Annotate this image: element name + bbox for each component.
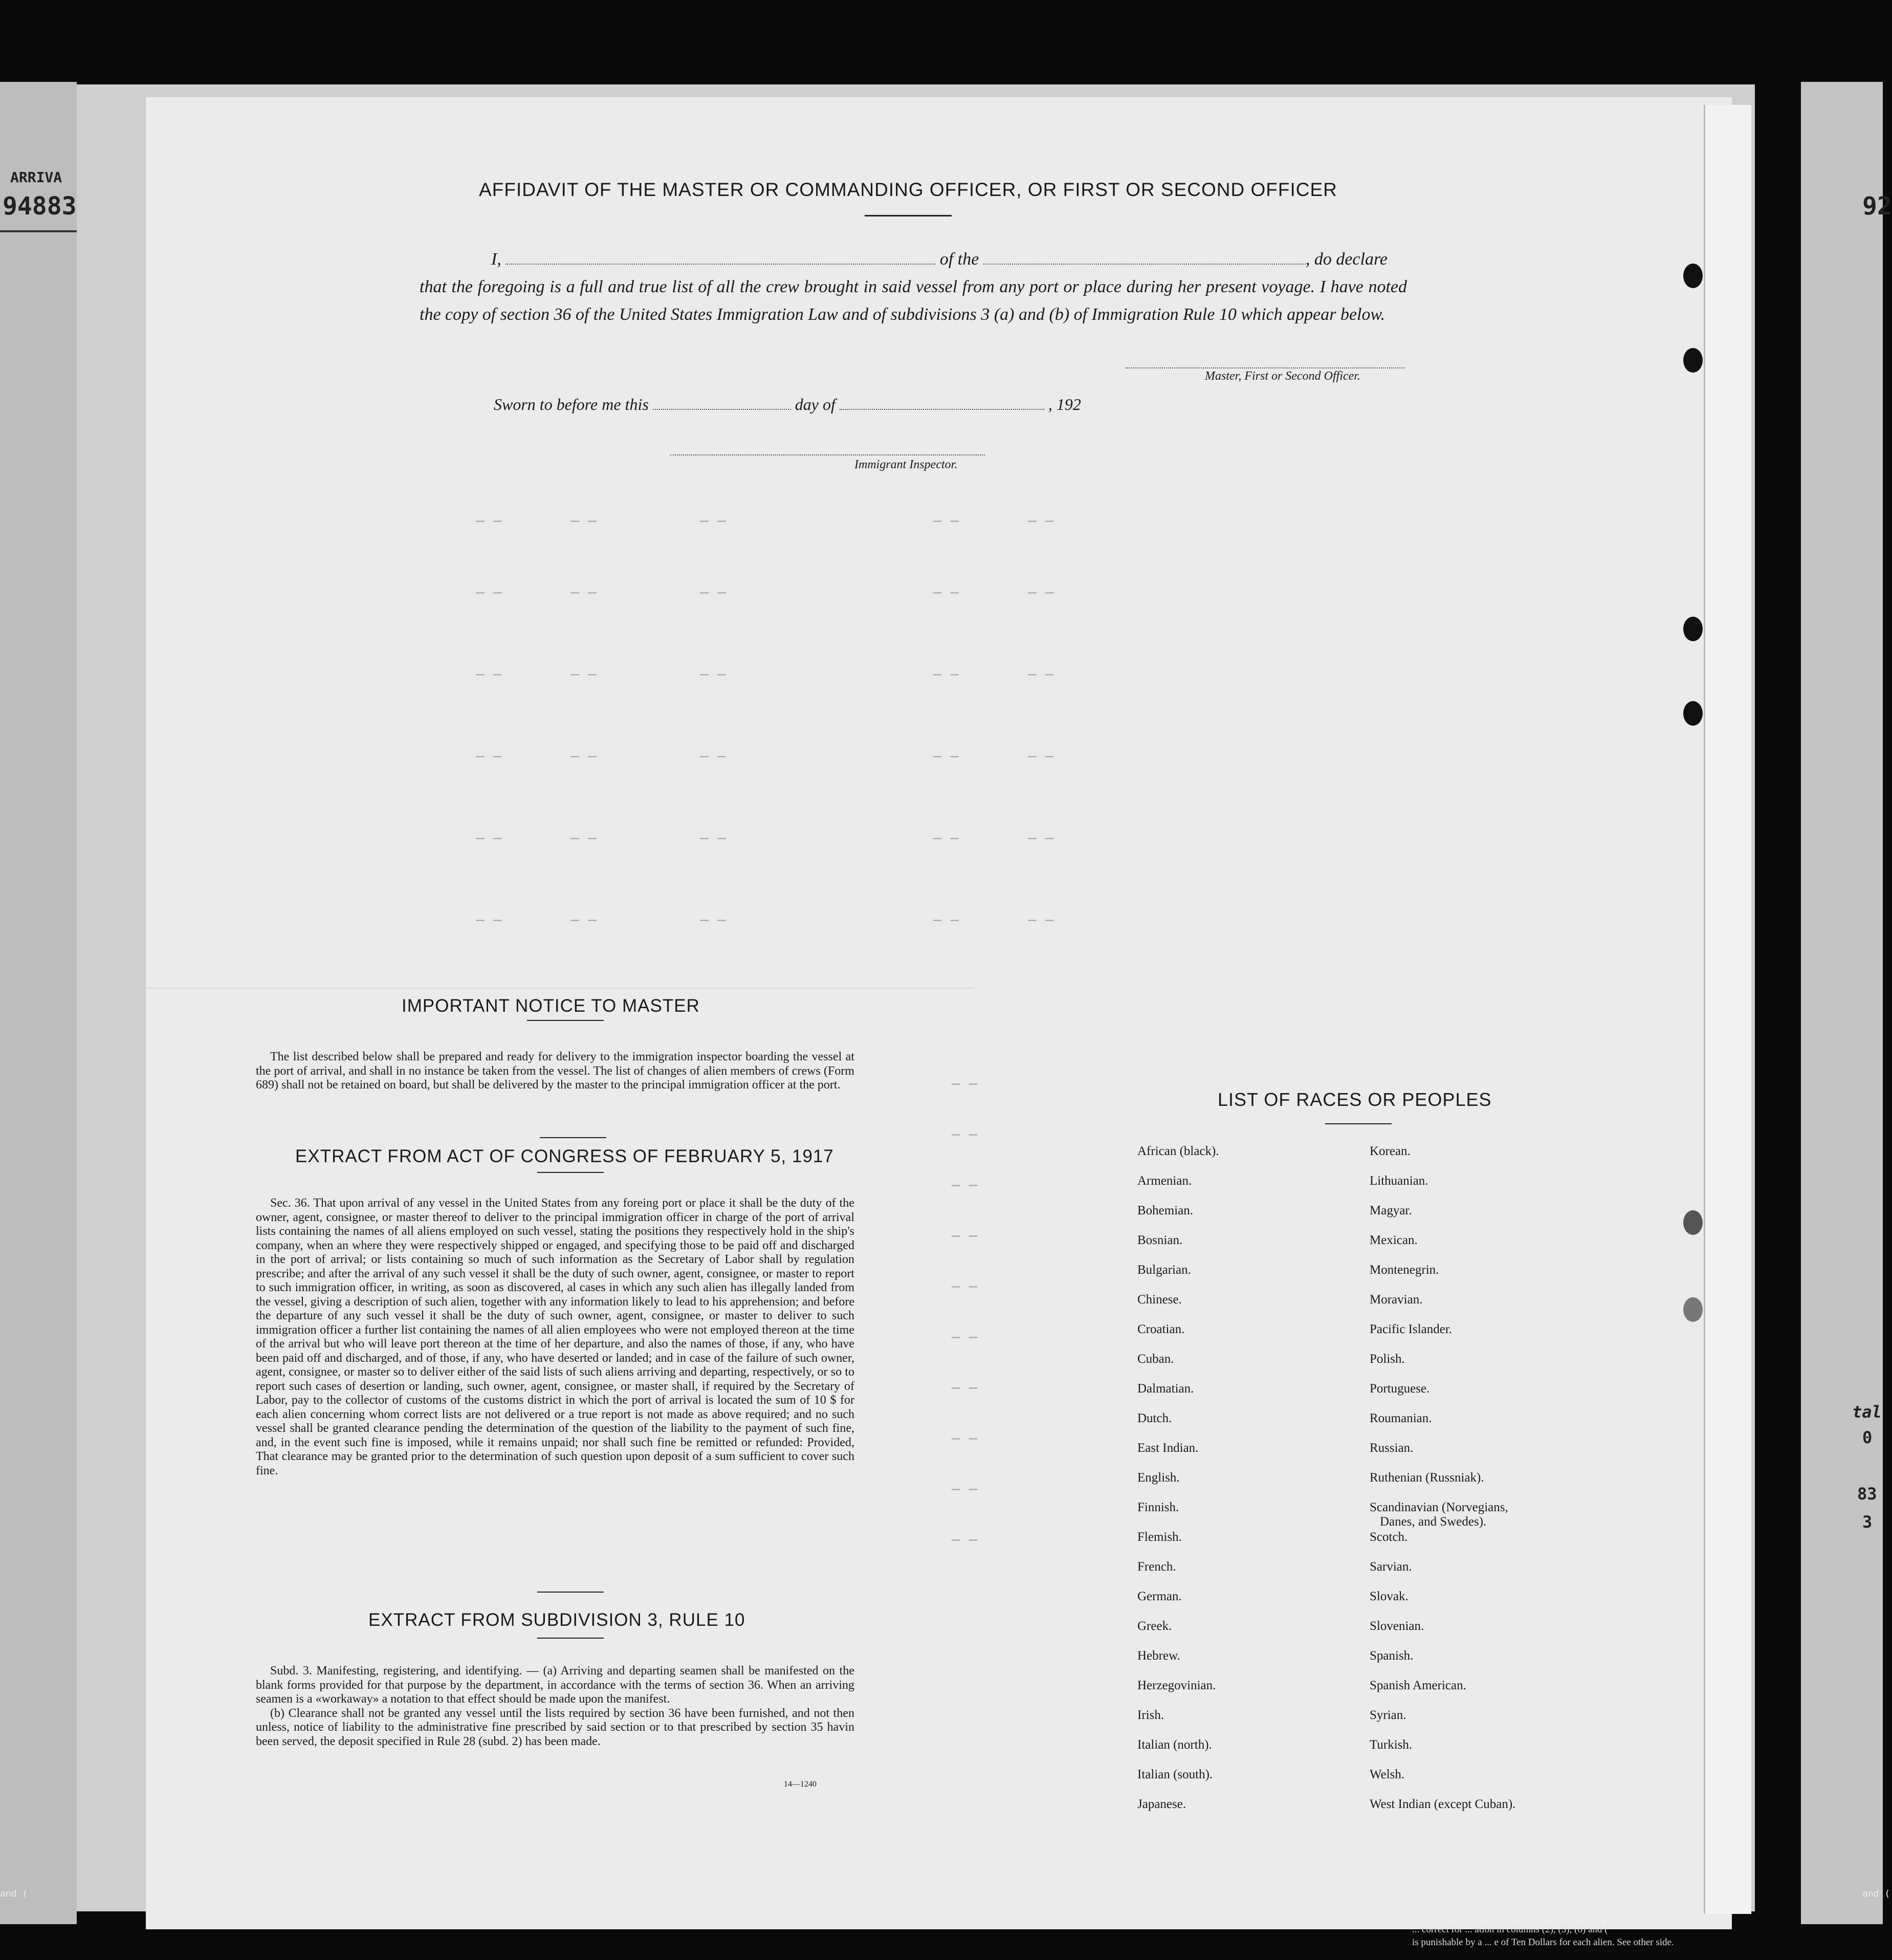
right-tal-text: tal [1852,1402,1882,1422]
race-left-item: Armenian. [1137,1174,1192,1188]
notice-paragraph: The list described below shall be prepared and ready for delivery to the immigration inspector boarding the vessel at the port of arrival, and shall in no instance be taken from the vessel. The list of changes of alien members of crews (Form 689) shall not be retained on board, but shall be delivered by the master to the principal immigration officer at the port. [256,1050,854,1092]
race-right-item: Polish. [1370,1352,1405,1366]
bottom-note-line-1: ... correct for ... ation in columns (2), (5), (6) and ( [1412,1924,1608,1935]
race-right-item: Korean. [1370,1144,1411,1158]
act-paragraph: Sec. 36. That upon arrival of any vessel in the United States from any foreing port or place it shall be the duty of the owner, agent, consignee, or master thereof to deliver to the principal immigration officer in charge of the port of arrival lists containing the names of all aliens employed on such vessel, stating the positions they respectively hold in the ship's company, when an where they were respectively shipped or engaged, and specifying those to be paid off and discharged in the port of arrival; or lists containing so much of such information as the Secretary of Labor shall by regulation prescribe; and after the arrival of any such vessel it shall be the duty of such owner, agent, consignee, or master to report to such immigration officer, in writing, as soon as discovered, al cases in which any such alien has illegally landed from the vessel, giving a description of such alien, together with any information likely to lead to his apprehension; and before the departure of any such vessel it shall be the duty of such owner, agent, consignee, or master to deliver to such immigration officer a further list containing the names of all alien employees who were not employed thereon at the time of the arrival but who will leave port thereon at the time of her departure, and also the names of those, if any, who have been paid off and discharged, and of those, if any, who have deserted or landed; and in case of the failure of such owner, agent, consignee, or master so to deliver either of the said lists of such aliens arriving and departing, respectively, or so to report such cases of desertion or landing, such owner, agent, consignee, or master shall, if required by the Secretary of Labor, pay to the collector of customs of the customs district in which the port of arrival is located the sum of 10 $ for each alien concerning whom correct lists are not delivered or a true report is not made as above required; and no such vessel shall be granted clearance pending the determination of the question of the liability to the payment of such fine, and, in the event such fine is imposed, while it remains unpaid; nor shall such fine be remitted or refunded: Provided, That clearance may be granted prior to the determination of such question upon deposit of a sum sufficient to cover such fine. [256,1196,854,1477]
bleed-through: – – – – – – – – – – [476,747,1054,764]
race-right-item: Spanish American. [1370,1679,1466,1692]
affidavit-title: AFFIDAVIT OF THE MASTER OR COMMANDING OFFICER, OR FIRST OR SECOND OFFICER [479,179,1337,200]
vessel-blank [983,248,1306,265]
notice-title-rule [527,1020,604,1021]
race-left-item: German. [1137,1589,1182,1603]
affidavit-statement: that the foregoing is a full and true list of all the crew brought in said vessel from any port or place during her present voyage. I have noted the copy of section 36 of the United States Immigration Law and of subdivisions 3 (a) and (b) of Immigration Rule 10 which appear below. [420,277,1407,324]
race-left-item: Greek. [1137,1619,1172,1633]
race-right-item: Montenegrin. [1370,1263,1439,1277]
form-number: 14—1240 [784,1780,817,1789]
race-left-item: Italian (north). [1137,1738,1212,1752]
race-left-item: English. [1137,1471,1180,1485]
race-right-item: Moravian. [1370,1293,1423,1306]
act-body [256,1196,854,1478]
act-top-rule [540,1137,606,1138]
left-number-text: 94883 [3,192,77,221]
race-right-item: Slovak. [1370,1589,1409,1603]
race-left-item: East Indian. [1137,1441,1199,1455]
affidavit-declare: , do declare [1305,250,1388,269]
race-right-item: Mexican. [1370,1233,1418,1247]
right-number-text: 92 [1862,192,1892,221]
left-rule [0,230,77,232]
race-left-item: Irish. [1137,1708,1164,1722]
bleed-through: – – – – – – – – – – [476,512,1054,529]
inspector-caption: Immigrant Inspector. [854,458,958,471]
rule-paragraph-a: Subd. 3. Manifesting, registering, and identifying. — (a) Arriving and departing seamen shall be manifested on the blank forms provided for that purpose by the department, in accordance with the terms of section 36. When an arriving seamen is a «workaway» a notation to that effect should be made upon the manifest. [256,1664,854,1706]
race-right-item: Russian. [1370,1441,1414,1455]
notice-title: IMPORTANT NOTICE TO MASTER [402,996,700,1016]
race-left-item: Japanese. [1137,1797,1186,1811]
sworn-year: , 192 [1048,395,1081,413]
right-adjacent-page [1801,82,1892,1924]
race-right-item: Danes, and Swedes). [1380,1515,1487,1529]
fold-line [146,988,975,989]
affidavit-body [420,246,1407,329]
race-right-item: Scotch. [1370,1530,1408,1544]
sworn-day-blank [653,396,791,410]
bleed-through: – – – – – – – – – – [476,911,1054,928]
race-right-item: Syrian. [1370,1708,1406,1722]
notice-body [256,1050,854,1093]
race-left-item: Dalmatian. [1137,1382,1194,1396]
race-right-item: Scandinavian (Norvegians, [1370,1500,1508,1514]
race-right-item: Magyar. [1370,1204,1412,1217]
race-left-item: French. [1137,1560,1176,1574]
race-left-item: Italian (south). [1137,1768,1213,1781]
page-edge [1704,105,1751,1914]
act-title-rule [537,1172,604,1173]
rule-paragraph-b: (b) Clearance shall not be granted any vessel until the lists required by section 36 have been furnished, and not then unless, notice of liability to the administrative fine prescribed by said section or to that prescribed by section 35 havin been served, the deposit specified in Rule 28 (subd. 2) has been made. [256,1706,854,1748]
race-right-item: Spanish. [1370,1649,1414,1663]
race-right-item: Slovenian. [1370,1619,1424,1633]
race-right-item: Sarvian. [1370,1560,1412,1574]
master-signature-caption: Master, First or Second Officer. [1205,369,1360,383]
punch-hole [1683,348,1703,373]
bottom-note-line-2: is punishable by a ... e of Ten Dollars for each alien. See other side. [1412,1937,1674,1948]
race-right-item: Welsh. [1370,1768,1405,1781]
affidavit-of-the: of the [939,250,979,269]
race-left-item: Chinese. [1137,1293,1182,1306]
race-left-item: Bulgarian. [1137,1263,1191,1277]
race-left-item: Flemish. [1137,1530,1182,1544]
left-adjacent-page [0,82,77,1924]
affidavit-line-1 [420,246,1407,273]
race-right-item: West Indian (except Cuban). [1370,1797,1516,1811]
races-title-rule [1325,1123,1392,1124]
race-left-item: Bohemian. [1137,1204,1194,1217]
affidavit-i: I, [491,250,501,269]
bleed-through: – – – – – – – – – – [476,829,1054,846]
sworn-prefix: Sworn to before me this [494,395,649,413]
race-right-item: Lithuanian. [1370,1174,1428,1188]
bleed-through: – – – – – – – – – – [476,583,1054,600]
left-bottom-text: and ( [0,1888,28,1899]
act-title: EXTRACT FROM ACT OF CONGRESS OF FEBRUARY 5, 1917 [295,1146,834,1166]
race-left-item: Finnish. [1137,1500,1179,1514]
right-83-text: 83 [1857,1484,1877,1504]
inspector-signature-line [670,454,985,455]
punch-hole [1683,617,1703,641]
master-signature-line [1126,367,1404,368]
race-left-item: Bosnian. [1137,1233,1183,1247]
race-left-item: Hebrew. [1137,1649,1180,1663]
right-3-text: 3 [1862,1512,1873,1532]
rule-title: EXTRACT FROM SUBDIVISION 3, RULE 10 [368,1610,745,1630]
race-left-item: African (black). [1137,1144,1219,1158]
sworn-line [494,395,1081,414]
name-blank [505,248,935,265]
rule-top-rule [537,1592,604,1593]
punch-hole [1683,1210,1703,1235]
right-zero-text: 0 [1862,1428,1873,1447]
race-right-item: Portuguese. [1370,1382,1430,1396]
race-right-item: Pacific Islander. [1370,1322,1453,1336]
race-left-item: Dutch. [1137,1411,1172,1425]
rule-body [256,1664,854,1749]
punch-hole [1683,264,1703,288]
races-title: LIST OF RACES OR PEOPLES [1218,1089,1492,1110]
race-right-item: Turkish. [1370,1738,1413,1752]
race-right-item: Ruthenian (Russniak). [1370,1471,1484,1485]
race-left-item: Croatian. [1137,1322,1185,1336]
sworn-month-blank [840,396,1044,410]
bleed-through: – – – – – – – – – – – – – – – – – – – – [952,1075,978,1548]
left-arrival-text: ARRIVA [10,169,62,186]
affidavit-page [146,97,1732,1929]
affidavit-title-rule [865,215,952,216]
rule-title-rule [537,1638,604,1639]
bleed-through: – – – – – – – – – – [476,665,1054,682]
punch-hole [1683,1297,1703,1322]
sworn-day-of: day of [795,395,835,413]
right-bottom-text: and ( [1862,1888,1890,1899]
race-right-item: Roumanian. [1370,1411,1432,1425]
punch-hole [1683,701,1703,726]
race-left-item: Herzegovinian. [1137,1679,1216,1692]
race-left-item: Cuban. [1137,1352,1174,1366]
